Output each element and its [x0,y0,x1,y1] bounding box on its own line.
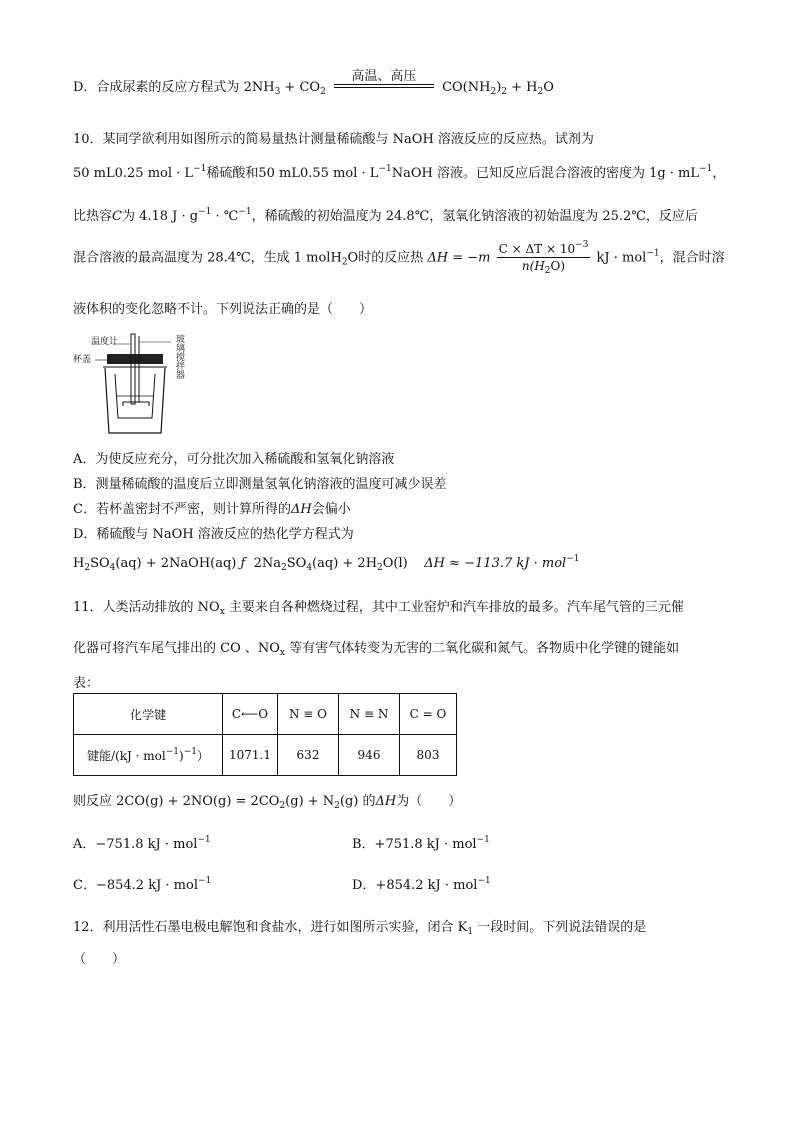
fraction-denominator [497,258,591,276]
text: 主要来自各种燃烧过程，其中工业窑炉和汽车排放的最多。汽车尾气管的三元催 [224,600,684,615]
sup: −1 [165,746,179,757]
text: A．−751.8 kJ · mol [73,837,198,852]
text: 比热容 [73,209,113,224]
q11-line-1 [73,596,684,617]
sup: −1 [378,164,392,174]
bond-energy-table [73,693,457,776]
text: C × ΔT × 10 [498,242,576,256]
q10-line-4 [73,240,725,276]
equals-double-line [334,84,434,88]
eq-sub: 2 [490,87,497,97]
eq-term: 2Na [253,556,281,571]
sub: x [219,607,225,617]
q10-thermochemical-equation [73,554,579,573]
eq-delta-h: ΔH ≈ −113.7 kJ · mol [424,556,567,571]
table-header-cell: N ≡ O [278,694,339,735]
q9-option-d-equation [243,69,554,97]
sup: −1 [238,207,252,217]
sup: −1 [198,207,212,217]
label-stirrer: 玻璃搅拌器 [174,334,184,379]
sup: −1 [646,248,660,259]
text: kJ · mol [596,250,647,266]
q11-option-a [73,833,211,852]
q12-line-2: （ ） [73,952,126,967]
sup: −3 [575,240,589,250]
eq-term: + CO [280,80,321,95]
reaction-condition-arrow [334,69,434,88]
eq-term: 2NH [243,80,275,95]
eq-sub: 4 [306,563,313,573]
fraction [497,240,591,276]
eq-sub: 2 [84,563,91,573]
q11-line-3: 表： [73,676,100,691]
text: 稀硫酸和50 mL0.55 mol · L [206,166,379,181]
symbol-c: C [112,209,122,224]
fraction-numerator [497,240,591,258]
text: NaOH 溶液。已知反应后混合溶液的密度为 1g · mL [391,166,700,181]
text: D．+854.2 kJ · mol [352,878,478,893]
label-thermometer: 温度计 [91,337,119,347]
eq-sub: 3 [274,87,281,97]
text: ， [712,166,726,181]
q10-line-5: 液体积的变化忽略不计。下列说法正确的是（ ） [73,302,373,317]
text: n(H [521,259,545,273]
table-cell: 1071.1 [223,735,278,776]
q9-option-d-text: D．合成尿素的反应方程式为 [73,80,240,95]
table-row [74,694,457,735]
eq-term: SO [286,556,307,571]
q10-line-3 [73,205,698,224]
q10-option-a: A．为使反应充分，可分批次加入稀硫酸和氢氧化钠溶液 [73,452,395,467]
q10-line-2 [73,162,725,181]
table-row [74,735,457,776]
text: 12．利用活性石墨电极电解饱和食盐水，进行如图所示实验，闭合 K [73,920,468,935]
table-header-cell: C = O [400,694,457,735]
sup: −1 [699,164,713,174]
reaction-condition: 高温、高压 [351,69,417,84]
text: ，稀硫酸的初始温度为 24.8℃，氢氧化钠溶液的初始温度为 25.2℃，反应后 [251,209,698,224]
q12-line-1 [73,916,646,937]
table-cell: 803 [400,735,457,776]
text: · ℃ [211,209,239,224]
text: (g) + N [285,794,335,809]
q10-line-1: 10．某同学欲利用如图所示的简易量热计测量稀硫酸与 NaOH 溶液反应的反应热。试剂为 [73,132,594,147]
sub: 2 [279,801,286,811]
sub: 2 [544,266,551,276]
eq-term: SO [90,556,110,571]
q9-option-d [73,69,554,97]
q11-question [73,790,461,811]
text: 11．人类活动排放的 NO [73,600,220,615]
text: 混合溶液的最高温度为 28.4℃，生成 1 molH [73,250,342,266]
eq-sub: 2 [281,563,287,573]
eq-term: ) [496,80,502,95]
delta-h-formula: ΔH = −m [427,250,491,266]
text: ） [196,748,209,763]
text: C．若杯盖密封不严密，则计算所得的 [73,502,291,517]
table-cell: 946 [339,735,400,776]
text: ) [179,748,184,763]
text: 键能/(kJ · mol [87,748,166,763]
eq-term: (aq) + 2NaOH(aq) [115,556,237,571]
sup: −1 [197,835,211,845]
text: 为 4.18 J · g [121,209,199,224]
text: 为（ ） [396,794,462,809]
text: C．−854.2 kJ · mol [73,878,198,893]
eq-term: H [73,556,85,571]
eq-term: O(l) [382,556,408,571]
q11-line-2 [73,637,679,658]
eq-sub: 4 [109,563,116,573]
delta-h: ΔH [290,502,312,517]
sup: −1 [476,835,490,845]
q10-option-b: B．测量稀硫酸的温度后立即测量氢氧化钠溶液的温度可减少误差 [73,477,447,492]
delta-h: ΔH [375,794,397,809]
text: 50 mL0.25 mol · L [73,166,194,181]
eq-term: (aq) + 2H [312,556,378,571]
q10-option-c [73,498,351,517]
text: 一段时间。下列说法错误的是 [473,920,647,935]
eq-arrow: ƒ [236,556,250,571]
sup: −1 [477,876,491,886]
eq-sub: 2 [501,87,508,97]
sup: −1 [183,746,197,757]
text: O时的反应热 [347,250,424,266]
text: 会偏小 [311,502,351,517]
q11-option-d [352,874,491,893]
eq-term: + H [507,80,538,95]
calorimeter-figure [73,330,193,440]
eq-sub: 2 [320,87,326,97]
label-lid: 杯盖 [73,355,92,365]
table-header-cell: N ≡ N [339,694,400,735]
sub: 2 [341,257,348,268]
eq-sub: 2 [537,87,544,97]
table-header-cell: C⟵O [223,694,278,735]
text: O) [550,259,566,273]
q11-option-b [352,833,490,852]
text: 等有害气体转变为无害的二氧化碳和氮气。各物质中化学键的键能如 [284,641,680,656]
table-row-label [74,735,223,776]
sub: 1 [467,927,474,937]
text: 则反应 2CO(g) + 2NO(g) = 2CO [73,794,280,809]
sub: x [279,648,285,658]
text: ，混合时溶 [659,250,725,266]
text: 化器可将汽车尾气排出的 CO 、NO [73,641,280,656]
table-header-cell: 化学键 [74,694,223,735]
sub: 2 [334,801,340,811]
q10-option-d: D．稀硫酸与 NaOH 溶液反应的热化学方程式为 [73,527,354,542]
eq-term: O [543,80,554,95]
table-cell: 632 [278,735,339,776]
text: B．+751.8 kJ · mol [352,837,477,852]
eq-term: CO(NH [442,80,491,95]
text: (g) 的 [339,794,376,809]
q11-option-c [73,874,211,893]
eq-sub: 2 [377,563,383,573]
sup: −1 [198,876,212,886]
eq-sup: −1 [566,554,580,564]
sup: −1 [193,164,207,174]
